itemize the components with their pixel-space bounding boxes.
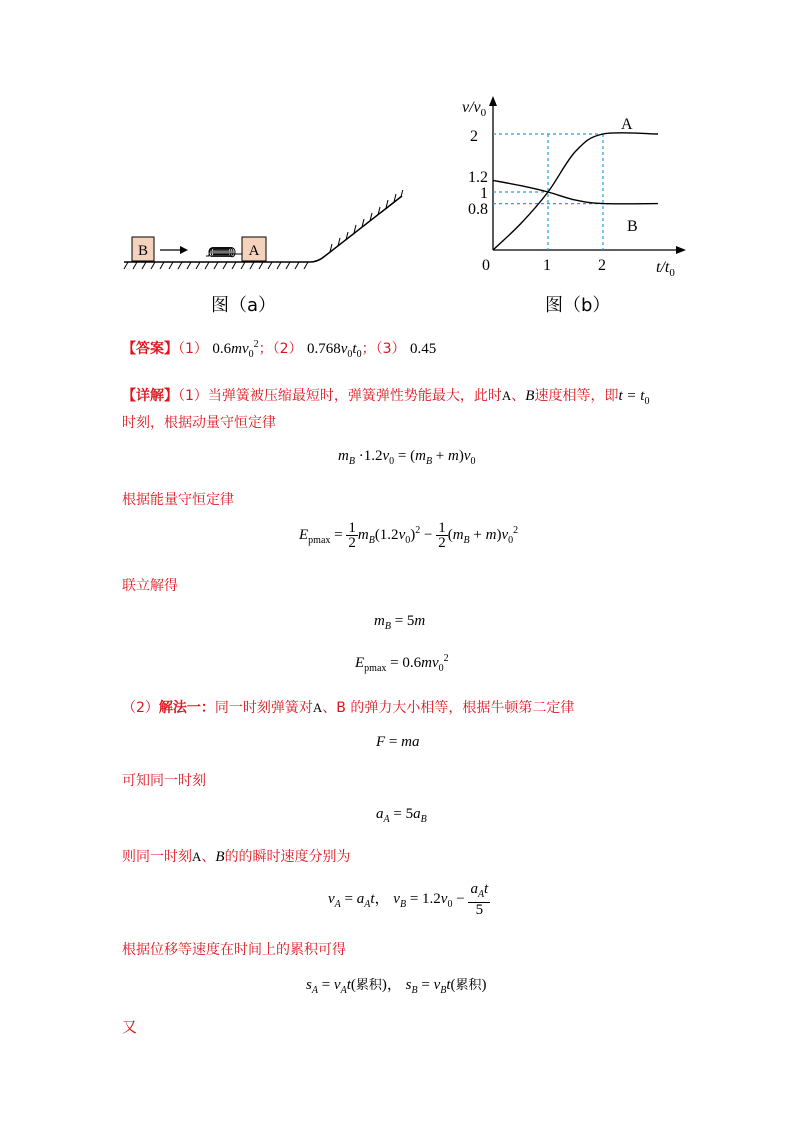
you-text: 又: [122, 1018, 138, 1036]
x-tick-2: 2: [598, 257, 606, 274]
curve-b-label: B: [627, 218, 638, 235]
figure-b-chart: [440, 90, 690, 290]
y-axis-label: $v/v_0$: [462, 99, 487, 119]
t-equals-t0: $t = t_0$: [618, 388, 650, 407]
displacement-text: 根据位移等速度在时间上的累积可得: [122, 942, 346, 958]
y-tick-1.2: 1.2: [468, 169, 488, 186]
detail-line-2: 时刻，根据动量守恒定律: [122, 415, 276, 431]
y-axis-arrow-icon: [489, 96, 497, 106]
part2-line: （2）解法一：同一时刻弹簧对A、B 的弹力大小相等，根据牛顿第二定律: [122, 700, 575, 716]
x-tick-0: 0: [482, 257, 490, 274]
energy-text: 根据能量守恒定律: [122, 492, 234, 508]
solve-text: 联立解得: [122, 578, 178, 594]
block-a-label: A: [248, 243, 260, 259]
y-tick-0.8: 0.8: [468, 201, 488, 218]
eq-displacement: $s_A = v_At$(累积)， $s_B = v_Bt$(累积): [306, 977, 487, 996]
eq-energy: $E_{pmax}$ = $\frac{1}{2}$ $m_B(1.2v_0)^2$ − $\frac{1}{2}$ $(m_B + m)v_0^2$: [299, 520, 519, 551]
eq-ep: $E_{pmax} = 0.6mv_0^2$: [355, 653, 449, 674]
arrow-head-icon: [180, 246, 188, 254]
answer-2: $0.768v_0t_0$: [307, 341, 362, 360]
eq-momentum: $m_B \cdot 1.2v_0 = (m_B + m)v_0$: [338, 448, 476, 467]
answer-label: 【答案】: [122, 341, 178, 357]
curve-a-label: A: [621, 116, 633, 133]
answer-1: $0.6mv_0^2$: [212, 339, 259, 360]
figure-a: [120, 190, 410, 280]
spring-icon: [206, 248, 242, 257]
answer-3: 0.45: [409, 341, 437, 357]
y-tick-1: 1: [480, 185, 488, 202]
eq-mb: $m_B = 5m$: [374, 613, 426, 632]
x-axis-label: $t/t_0$: [656, 259, 675, 279]
velocity-text: 则同一时刻A、B的的瞬时速度分别为: [122, 849, 351, 865]
x-axis-arrow-icon: [676, 246, 686, 254]
eq-velocity: $v_A = a_At$， $v_B = 1.2v_0$ − $\frac{a_At}{5}$: [328, 881, 489, 918]
eq-newton: F = ma: [376, 734, 420, 750]
y-tick-2: 2: [470, 128, 478, 145]
detail-line-1: 【详解】（1）当弹簧被压缩最短时，弹簧弹性势能最大，此时A、B速度相等，即$t = t_0$: [122, 388, 650, 407]
figure-a-caption: 图（a）: [211, 295, 277, 316]
block-b-label: B: [137, 243, 149, 259]
x-tick-1: 1: [543, 257, 551, 274]
answer-line: 【答案】（1） $0.6mv_0^2$；（2） $0.768v_0t_0$；（3） 0.45: [122, 339, 437, 360]
know-text: 可知同一时刻: [122, 773, 206, 789]
figure-b-caption: 图（b）: [545, 295, 611, 316]
eq-accel: $a_A = 5a_B$: [376, 806, 427, 825]
